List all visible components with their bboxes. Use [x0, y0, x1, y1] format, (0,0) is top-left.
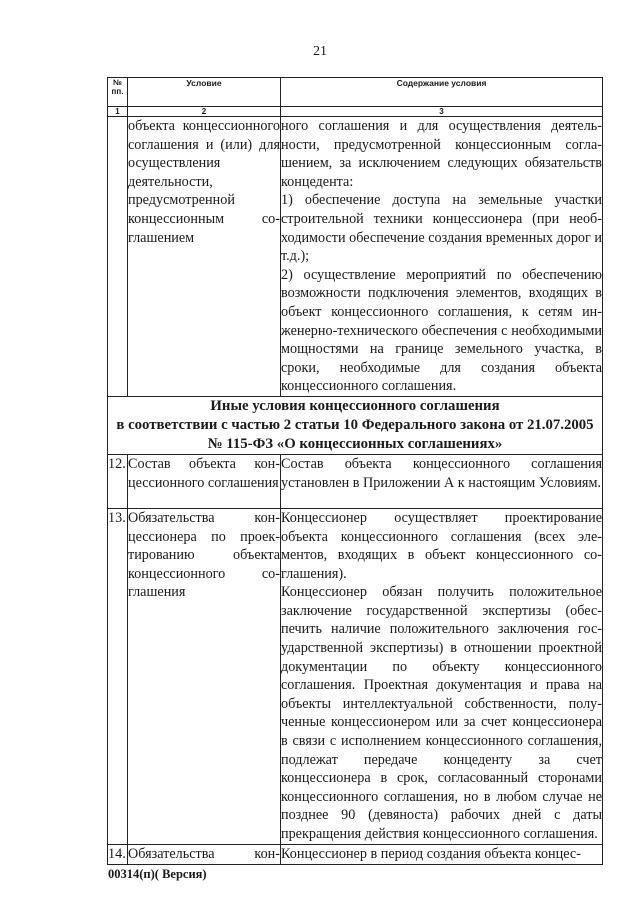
condition-cell	[128, 844, 281, 864]
content-paragraph: 2) осуществление мероприятий по обеспечению возможности подключения элементов, входящих в объект концессионного соглашения, к сетям инженерно-технического обеспечения с необходимыми мощностями на границе земельного участка, в сроки, необходимые для создания объекта концессионного соглашения.	[281, 266, 602, 395]
conditions-table	[107, 77, 603, 865]
header-num: № пп.	[108, 78, 128, 107]
content-cell	[281, 508, 603, 844]
table-row	[108, 117, 603, 397]
section-heading-row	[108, 396, 603, 454]
row-num-cell	[108, 117, 128, 397]
condition-cell	[128, 508, 281, 844]
header-content: Содержание условия	[281, 78, 603, 107]
column-number: 2	[128, 107, 281, 117]
table-row	[108, 454, 603, 508]
content-paragraph: Состав объекта концессионного соглашения установлен в Приложении А к настоящим Условиям.	[281, 455, 602, 491]
content-paragraph: 1) обеспечение доступа на земельные участки строительной техники концессионера (при необходимости обеспечение создания временных дорог и т.д.);	[281, 192, 602, 265]
content-cell	[281, 844, 603, 864]
table-header-row	[108, 78, 603, 107]
condition-text: Обязательства кон-	[128, 845, 280, 862]
row-number: 14.	[108, 844, 128, 864]
content-paragraph: Концессионер обязан получить положительное заключение государственной экспертизы (обеспечить наличие положительного заключения государственной экспертизы) в отношении проектной документации по объекту концессионного соглашения. Проектная документация и права на объекты интеллектуальной собственности, полученные концессионером или за счет концессионера в связи с исполнением концессионного соглашения, подлежат передаче концеденту за счет концессионера в срок, согласованный сторонами концессионного соглашения, но в любом случае не позднее 90 (девяноста) рабочих дней с даты прекращения действия концессионного соглашения.	[281, 584, 602, 842]
condition-cell	[128, 117, 281, 397]
condition-cell	[128, 454, 281, 508]
condition-text: Обязательства концессионера по проектированию объекта концессионного соглашения	[128, 509, 280, 601]
row-number: 13.	[108, 508, 128, 844]
column-number: 3	[281, 107, 603, 117]
content-paragraph: Концессионер в период создания объекта концес-	[281, 845, 581, 862]
section-heading-line: в соответствии с частью 2 статьи 10 Федерального закона от 21.07.2005	[116, 416, 594, 433]
section-heading	[108, 396, 603, 454]
table-row	[108, 508, 603, 844]
condition-text: объекта концессионного соглашения и (или) для осуществления деятельности, предусмотренной концессионным соглашением	[128, 118, 280, 246]
section-heading-line: № 115-ФЗ «О концессионных соглашениях»	[207, 435, 503, 452]
header-condition: Условие	[128, 78, 281, 107]
content-cell	[281, 117, 603, 397]
column-number: 1	[108, 107, 128, 117]
document-footer-code: 00314(п)( Версия)	[108, 867, 207, 881]
content-cell	[281, 454, 603, 508]
table-row	[108, 844, 603, 864]
section-heading-line: Иные условия концессионного соглашения	[210, 397, 500, 414]
row-number: 12.	[108, 454, 128, 508]
page-number: 21	[313, 44, 327, 59]
content-paragraph: Концессионер осуществляет проектирование объекта концессионного соглашения (всех элементов, входящих в объект концессионного соглашения).	[281, 509, 602, 582]
column-number-row	[108, 107, 603, 117]
content-paragraph: ного соглашения и для осуществления деятельности, предусмотренной концессионным соглашением, за исключением следующих обязательств концедента:	[281, 118, 602, 190]
condition-text: Состав объекта концессионного соглашения	[128, 455, 280, 491]
